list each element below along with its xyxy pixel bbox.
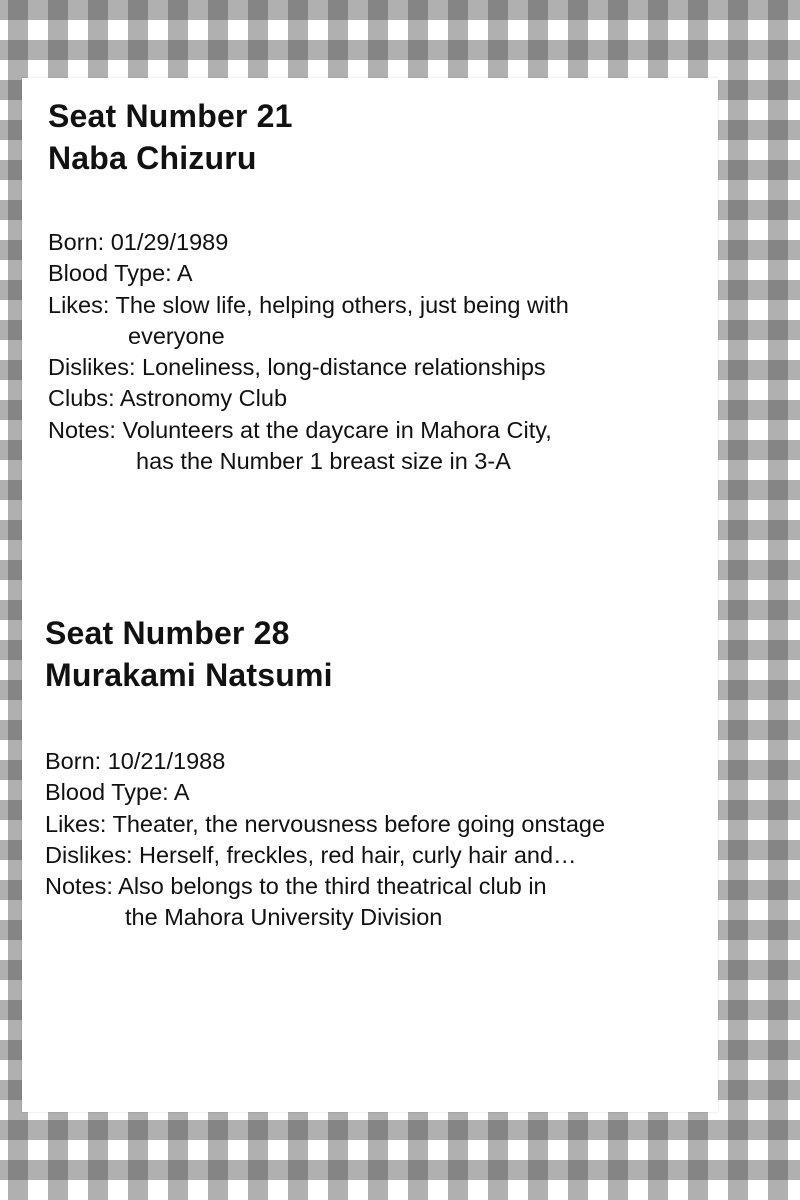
notes-line: Notes: Also belongs to the third theatrical club in <box>45 873 547 900</box>
student-name: Naba Chizuru <box>48 140 257 176</box>
profile-seat-28 <box>45 612 605 934</box>
seat-number: Seat Number 21 <box>48 98 293 134</box>
profile-seat-21 <box>48 95 569 477</box>
likes-continuation: everyone <box>128 322 225 349</box>
likes-line: Likes: The slow life, helping others, just being with <box>48 291 569 318</box>
notes-continuation: the Mahora University Division <box>125 904 443 931</box>
born-line: Born: 01/29/1989 <box>48 229 229 255</box>
likes-line: Likes: Theater, the nervousness before going onstage <box>45 810 606 837</box>
clubs-line: Clubs: Astronomy Club <box>48 385 288 412</box>
blood-type-line: Blood Type: A <box>45 779 190 806</box>
notes-continuation: has the Number 1 breast size in 3-A <box>136 448 511 475</box>
notes-line: Notes: Volunteers at the daycare in Mahora City, <box>48 416 552 443</box>
dislikes-line: Dislikes: Loneliness, long-distance relationships <box>48 354 546 381</box>
born-line: Born: 10/21/1988 <box>45 748 226 774</box>
profile-facts <box>48 227 569 477</box>
seat-number: Seat Number 28 <box>45 615 290 651</box>
blood-type-line: Blood Type: A <box>48 260 193 287</box>
dislikes-line: Dislikes: Herself, freckles, red hair, curly hair and… <box>45 841 577 868</box>
profile-facts <box>45 746 605 934</box>
student-name: Murakami Natsumi <box>45 657 333 693</box>
